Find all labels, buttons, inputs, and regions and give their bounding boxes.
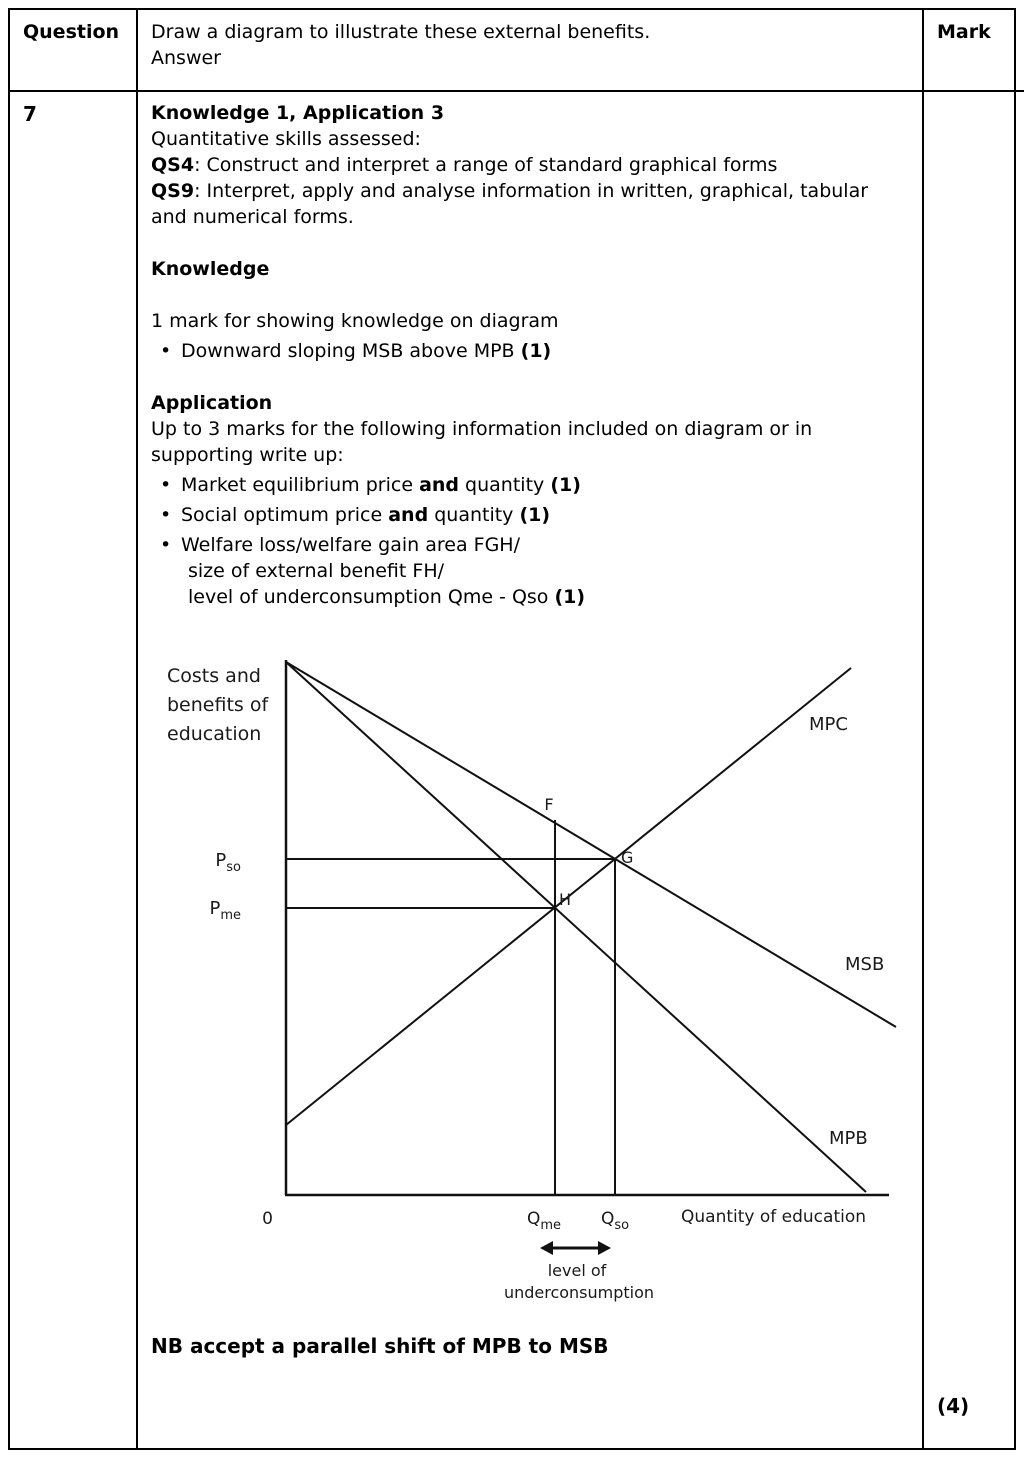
nb-note: NB accept a parallel shift of MPB to MSB — [151, 1334, 609, 1358]
application-bullet-2-text: Social optimum price and quantity (1) — [181, 504, 551, 526]
pme-label: $P_{me}$ — [209, 898, 241, 923]
point-h-label: H — [559, 890, 572, 909]
underconsumption-label-line2: underconsumption — [503, 1283, 655, 1302]
application-bullet-1 — [151, 472, 906, 498]
knowledge-bullet-text: Downward sloping MSB above MPB (1) — [181, 340, 552, 362]
msb-label: MSB — [845, 954, 885, 975]
qme-label: $Q_{me}$ — [527, 1209, 562, 1233]
bullet-icon: • — [160, 340, 172, 362]
answer-heading: Knowledge 1, Application 3 — [151, 102, 445, 124]
application-heading: Application — [151, 392, 273, 414]
underconsumption-label-line1: level of — [547, 1261, 607, 1280]
answer-label: Answer — [151, 47, 221, 69]
y-axis-label-line1: Costs and — [167, 665, 261, 687]
question-column-header: Question — [23, 21, 120, 43]
point-f-label: F — [544, 795, 554, 814]
y-axis-label-line3: education — [167, 723, 262, 745]
answer-cell — [136, 90, 922, 1448]
question-text: Draw a diagram to illustrate these external benefits. — [151, 21, 651, 43]
qs9-line: QS9: Interpret, apply and analyse information in written, graphical, tabular and numerical forms. — [151, 180, 869, 228]
y-axis-label-line2: benefits of — [167, 694, 269, 716]
header-mark-cell — [922, 10, 1024, 90]
knowledge-heading: Knowledge — [151, 258, 270, 280]
external-benefits-diagram — [161, 650, 906, 1312]
msb-curve — [286, 662, 896, 1027]
knowledge-intro: 1 mark for showing knowledge on diagram — [151, 310, 559, 332]
x-axis-label: Quantity of education — [681, 1207, 867, 1227]
mpb-curve — [286, 662, 866, 1192]
bullet-3-line-3: level of underconsumption Qme - Qso (1) — [188, 586, 586, 608]
qs-intro: Quantitative skills assessed: — [151, 128, 421, 150]
qs4-line: QS4: Construct and interpret a range of standard graphical forms — [151, 154, 778, 176]
mark-scheme-table — [8, 8, 1016, 1450]
application-intro: Up to 3 marks for the following information included on diagram or in supporting write up: — [151, 418, 813, 466]
application-bullet-3 — [151, 532, 906, 610]
bullet-icon: • — [160, 534, 172, 556]
knowledge-bullet — [151, 338, 906, 364]
question-number: 7 — [23, 102, 37, 126]
bullet-icon: • — [160, 474, 172, 496]
mark-value-cell — [922, 90, 1024, 1448]
qso-label: $Q_{so}$ — [601, 1209, 630, 1233]
mpc-label: MPC — [809, 714, 848, 735]
application-bullet-3-text: Welfare loss/welfare gain area FGH/ size of external benefit FH/ level of underconsumption Qme - Qso (1) — [181, 532, 906, 610]
diagram-container — [161, 650, 906, 1319]
header-middle-cell — [136, 10, 922, 90]
bullet-icon: • — [160, 504, 172, 526]
application-bullet-2 — [151, 502, 906, 528]
underconsumption-arrow-icon — [540, 1241, 611, 1255]
question-number-cell — [10, 90, 136, 1448]
header-question-cell — [10, 10, 136, 90]
origin-label: 0 — [262, 1209, 273, 1229]
mpb-label: MPB — [829, 1128, 868, 1149]
application-bullet-1-text: Market equilibrium price and quantity (1) — [181, 474, 581, 496]
mark-total: (4) — [937, 1394, 970, 1418]
point-g-label: G — [621, 848, 634, 867]
pso-label: $P_{so}$ — [215, 850, 241, 875]
mark-column-header: Mark — [937, 21, 991, 43]
